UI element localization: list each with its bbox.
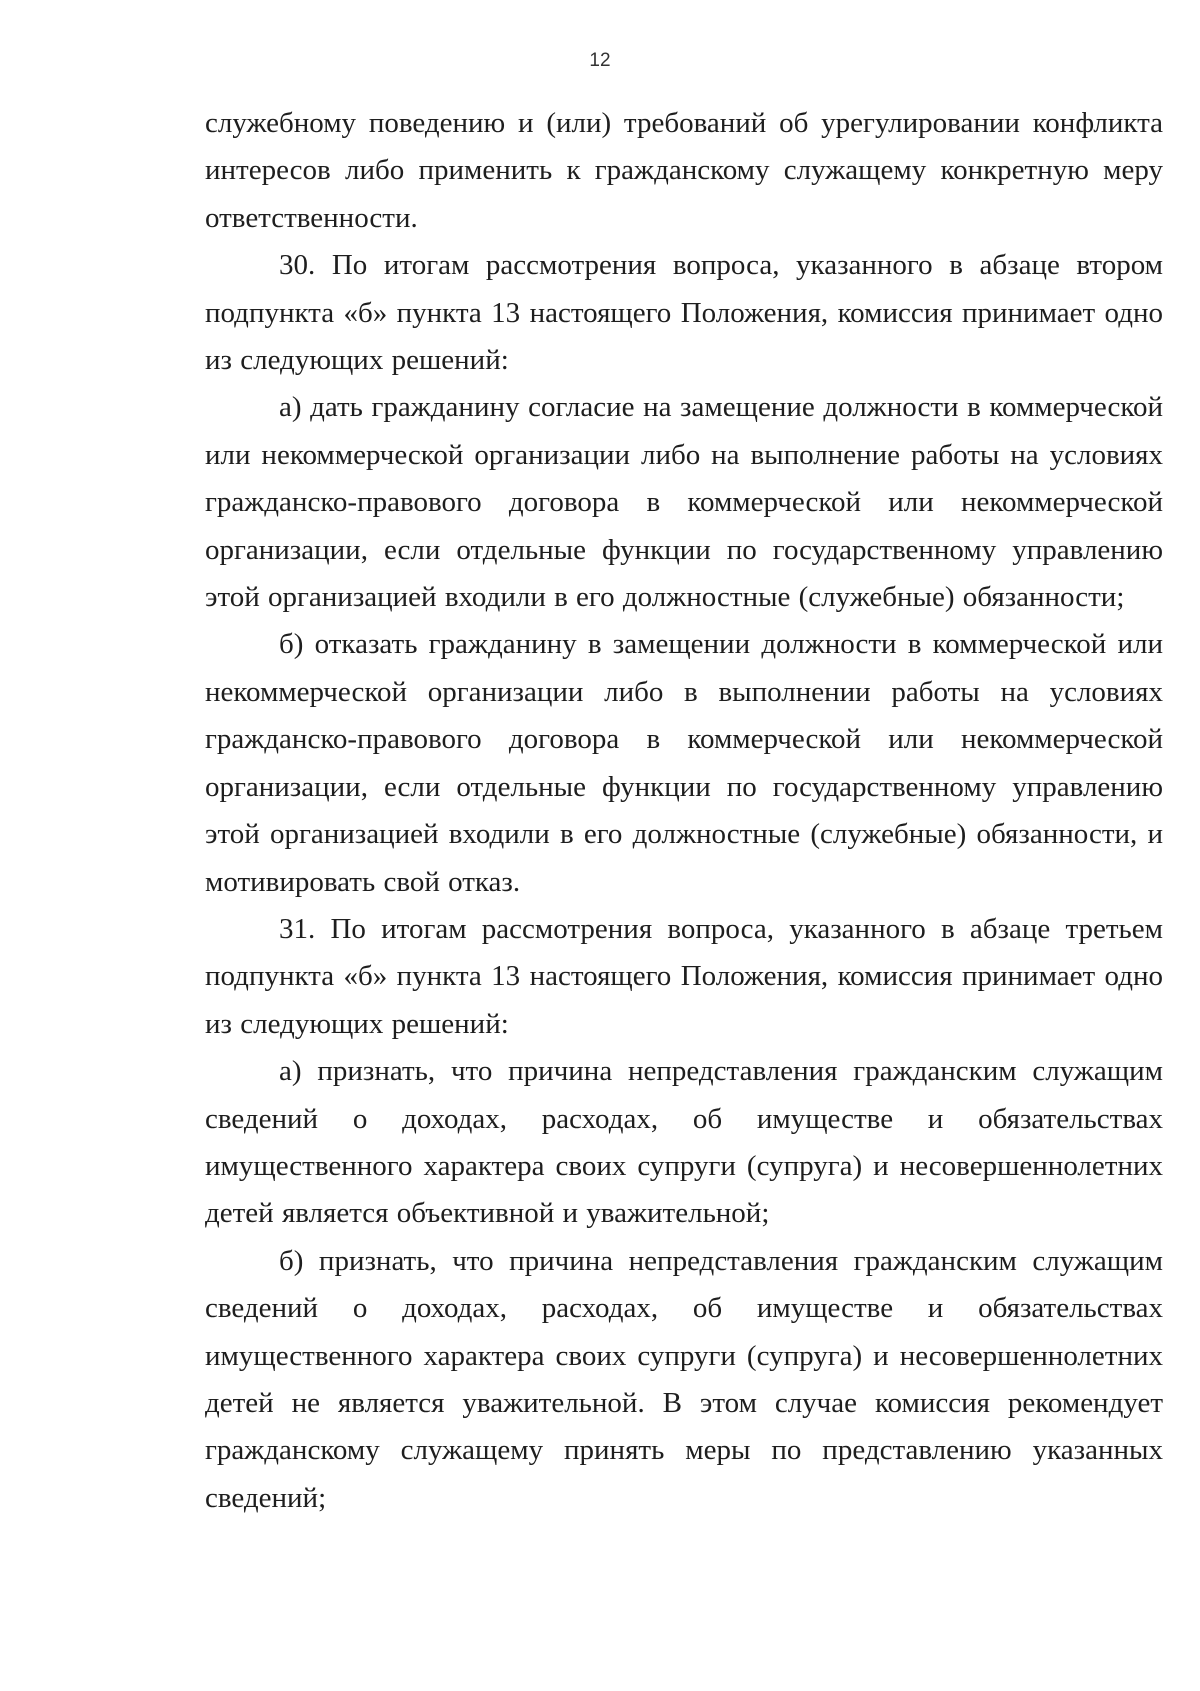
paragraph-item-31-a: а) признать, что причина непредставления гражданским служащим сведений о доходах, расходах, об имуществе и обязательствах имущественного характера своих супруги (супруга) и несовершеннолетних детей является объективной и уважительной; <box>205 1055 1163 1230</box>
paragraph-item-30: 30. По итогам рассмотрения вопроса, указанного в абзаце втором подпункта «б» пункта 13 настоящего Положения, комиссия принимает одно из следующих решений: <box>205 249 1163 377</box>
paragraph-continuation: служебному поведению и (или) требований об урегулировании конфликта интересов либо применить к гражданскому служащему конкретную меру ответственности. <box>205 107 1163 234</box>
paragraph-item-30-b: б) отказать гражданину в замещении должности в коммерческой или некоммерческой организации либо в выполнении работы на условиях гражданско-правового договора в коммерческой или некоммерческой организации, если отдельные функции по государственному управлению этой организацией входили в его должностные (служебные) обязанности, и мотивировать свой отказ. <box>205 628 1163 898</box>
paragraph-item-31: 31. По итогам рассмотрения вопроса, указанного в абзаце третьем подпункта «б» пункта 13 настоящего Положения, комиссия принимает одно из следующих решений: <box>205 912 1163 1040</box>
paragraph-item-31-b: б) признать, что причина непредставления гражданским служащим сведений о доходах, расходах, об имуществе и обязательствах имущественного характера своих супруги (супруга) и несовершеннолетних детей не является уважительной. В этом случае комиссия рекомендует гражданскому служащему принять меры по представлению указанных сведений; <box>205 1244 1163 1514</box>
document-body <box>205 100 1163 1522</box>
paragraph-item-30-a: а) дать гражданину согласие на замещение должности в коммерческой или некоммерческой организации либо на выполнение работы на условиях гражданско-правового договора в коммерческой или некоммерческой организации, если отдельные функции по государственному управлению этой организацией входили в его должностные (служебные) обязанности; <box>205 391 1163 614</box>
page-number: 12 <box>589 50 611 71</box>
